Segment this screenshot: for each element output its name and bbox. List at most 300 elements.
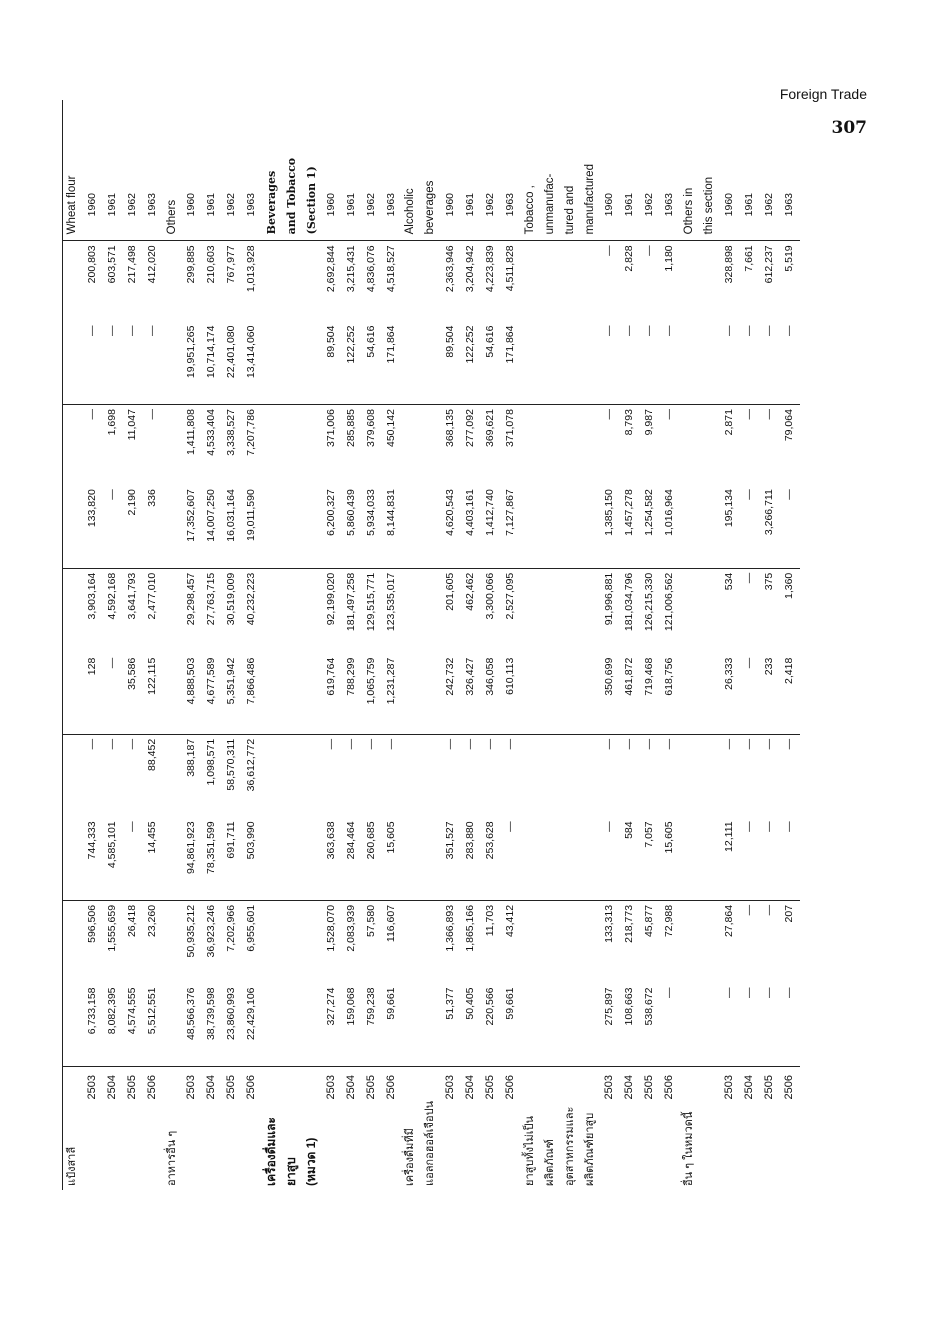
table-cell: 129,515,771 [364,572,377,632]
row-label-english: beverages [421,100,441,241]
row-label-thai: 2504 [464,1075,477,1100]
row-label-thai: เครื่องดื่มและ [264,1117,279,1186]
table-cell [401,485,421,568]
table-cell: 50,935,212 [185,904,198,958]
table-cell: 4,677,589 [202,654,222,735]
table-cell: 9,987 [643,409,656,436]
row-label-english: 1960 [182,100,202,241]
table-cell: 1,254,582 [640,485,660,568]
table-cell: 4,403,161 [461,485,481,568]
table-cell: 89,504 [322,322,342,405]
table-cell [262,485,282,568]
table-cell [262,322,282,405]
row-label-thai: 2505 [225,1075,238,1100]
table-cell [63,900,83,983]
table-cell [163,900,183,983]
table-cell: 22,401,080 [222,322,242,405]
table-cell: 26,333 [720,654,740,735]
table-cell: 4,574,555 [123,983,143,1066]
table-cell: — [762,409,775,420]
row-label-thai: 2506 [245,1075,258,1100]
table-cell: 1,180 [663,245,676,272]
row-label-english: 1961 [740,100,760,241]
table-cell [282,241,302,322]
row-label-english: and Tobacco [282,100,302,241]
table-cell [63,485,83,568]
table-cell: 461,872 [620,654,640,735]
row-label-thai: 2504 [742,1075,755,1100]
table-cell: 133,313 [603,904,616,943]
table-cell [680,900,700,983]
table-cell: 36,612,772 [245,738,258,792]
row-label-english: (Section 1) [302,100,322,241]
table-cell [541,568,561,653]
table-cell: — [600,817,620,900]
table-row [63,100,83,1190]
row-label-thai: (หมวด 1) [303,1137,318,1186]
table-cell [680,568,700,653]
table-cell [302,322,322,405]
table-cell: 201,605 [444,572,457,611]
table-cell [561,817,581,900]
table-cell: 4,511,828 [503,245,516,292]
table-cell: 618,756 [660,654,680,735]
table-cell: 3,903,164 [85,572,98,620]
table-cell [700,485,720,568]
row-label-english: 1960 [600,100,620,241]
table-cell [521,900,541,983]
table-cell: 3,266,711 [760,485,780,568]
table-cell [561,322,581,405]
table-cell: 19,011,590 [242,485,262,568]
table-cell: — [324,738,337,750]
table-cell: 603,571 [105,245,118,284]
table-cell: 299,885 [185,245,198,284]
table-cell [302,568,322,653]
table-cell [521,817,541,900]
table-row [680,100,700,1190]
table-cell [521,322,541,405]
table-cell: 327,274 [322,983,342,1066]
table-cell [302,654,322,735]
table-cell: 7,207,786 [245,409,258,456]
table-cell [163,817,183,900]
table-cell: 6,733,158 [83,983,103,1066]
table-cell: 15,605 [382,817,402,900]
table-cell [302,817,322,900]
table-cell: 207 [782,904,795,923]
table-cell: 133,820 [83,485,103,568]
row-label-english: 1962 [362,100,382,241]
table-row [441,100,461,1190]
table-cell: 1,013,928 [245,245,258,293]
row-label-thai: ผลิตภัณฑ์ [543,1139,556,1186]
table-cell: 5,519 [782,245,795,272]
row-label-thai: 2503 [85,1075,98,1100]
table-cell: 14,007,250 [202,485,222,568]
table-row [521,100,541,1190]
table-cell [282,654,302,735]
table-cell [561,654,581,735]
table-cell [401,817,421,900]
table-cell [401,900,421,983]
table-cell: 2,527,095 [503,572,516,620]
table-cell: 1,366,893 [444,904,457,952]
table-cell: — [740,322,760,405]
table-cell [262,654,282,735]
table-cell: 59,661 [382,983,402,1066]
table-cell [541,983,561,1066]
table-cell: 72,988 [663,904,676,938]
table-cell [700,322,720,405]
table-cell: 5,934,033 [362,485,382,568]
table-cell: 1,411,808 [185,409,198,455]
table-cell [282,900,302,983]
table-cell: 8,144,831 [382,485,402,568]
table-row [561,100,581,1190]
table-row [322,100,342,1190]
table-cell [700,568,720,653]
table-cell: 610,113 [501,654,521,735]
row-label-english: 1961 [461,100,481,241]
table-cell: — [780,817,800,900]
table-cell: 503,990 [242,817,262,900]
table-cell: 79,064 [782,409,795,442]
table-cell: 233 [760,654,780,735]
table-cell [282,734,302,817]
table-cell [262,900,282,983]
table-cell [680,405,700,486]
table-cell: 326,427 [461,654,481,735]
table-cell [401,734,421,817]
table-cell: 2,363,946 [444,245,457,293]
row-label-english: 1961 [202,100,222,241]
table-cell [581,322,601,405]
table-cell [282,983,302,1066]
table-cell [700,900,720,983]
table-cell [680,322,700,405]
row-label-english: unmanufac- [541,100,561,241]
table-cell [262,817,282,900]
table-row [262,100,282,1190]
row-label-english: 1962 [222,100,242,241]
table-cell [521,734,541,817]
table-cell: 10,714,174 [202,322,222,405]
table-cell: 4,888,503 [182,654,202,735]
table-cell [581,900,601,983]
row-label-thai: 2505 [125,1075,138,1100]
table-cell [561,983,581,1066]
table-cell: — [760,983,780,1066]
table-cell: 200,803 [85,245,98,284]
row-label-thai: เครื่องดื่มที่มี [404,1128,417,1186]
table-cell: 12,111 [720,817,740,900]
row-label-english: 1963 [382,100,402,241]
table-cell: 1,231,287 [382,654,402,735]
table-cell: — [640,322,660,405]
table-cell [700,654,720,735]
table-cell [541,405,561,486]
table-cell: 13,414,060 [242,322,262,405]
table-cell: — [105,738,118,750]
table-cell: 26,418 [125,904,138,938]
table-cell: — [484,738,497,750]
row-label-english: manufactured [581,100,601,241]
table-cell [421,485,441,568]
table-cell: 17,352,607 [182,485,202,568]
table-cell: 346,058 [481,654,501,735]
row-label-english: 1960 [441,100,461,241]
table-cell: 122,115 [143,654,163,735]
table-cell: 35,586 [123,654,143,735]
table-cell: 36,923,246 [205,904,218,958]
table-cell: 1,555,659 [105,904,118,952]
table-cell: 1,412,740 [481,485,501,568]
table-cell [421,654,441,735]
table-cell [561,568,581,653]
row-label-thai: 2503 [185,1075,198,1100]
table-cell: — [123,322,143,405]
table-cell [163,568,183,653]
table-cell: 5,351,942 [222,654,242,735]
table-cell: 7,202,966 [225,904,238,952]
table-cell [163,241,183,322]
table-cell: 220,566 [481,983,501,1066]
table-cell [282,405,302,486]
table-cell: 181,034,796 [623,572,636,632]
table-cell: 596,506 [85,904,98,943]
table-row [620,100,640,1190]
table-cell: 368,135 [444,409,457,448]
row-label-thai: 2505 [484,1075,497,1100]
table-cell [700,405,720,486]
row-label-english: Wheat flour [63,100,83,241]
row-label-thai: 2505 [762,1075,775,1100]
table-cell: — [742,738,755,750]
table-cell: — [660,322,680,405]
table-cell [163,654,183,735]
table-cell: 218,773 [623,904,636,943]
table-cell: 94,861,923 [182,817,202,900]
table-row [600,100,620,1190]
table-cell [63,322,83,405]
table-cell: 15,605 [660,817,680,900]
table-cell: — [762,738,775,750]
row-label-thai: ผลิตภัณฑ์ยาสูบ [583,1112,596,1186]
table-cell: — [85,409,98,420]
table-cell: — [643,245,656,256]
table-cell: 6,955,601 [245,904,258,952]
table-cell [282,568,302,653]
table-cell [421,900,441,983]
table-cell [541,322,561,405]
table-cell [401,654,421,735]
table-cell: 121,006,562 [663,572,676,632]
row-label-english: 1963 [780,100,800,241]
table-cell: 29,298,457 [185,572,198,626]
table-row [640,100,660,1190]
table-row [302,100,322,1190]
table-cell [421,568,441,653]
table-cell [63,734,83,817]
table-row [103,100,123,1190]
table-cell [163,983,183,1066]
row-label-thai: 2506 [663,1075,676,1100]
table-cell [401,405,421,486]
row-label-thai: 2506 [145,1075,158,1100]
table-cell: 4,518,527 [384,245,397,293]
table-cell [63,654,83,735]
table-cell [700,241,720,322]
table-cell [581,654,601,735]
row-label-thai: อื่น ๆ ในหมวดนี้ [683,1111,696,1186]
table-cell: 4,533,404 [205,409,218,456]
table-cell [581,817,601,900]
table-cell: 57,580 [364,904,377,938]
table-cell: — [663,738,676,750]
table-cell [561,900,581,983]
table-cell [521,654,541,735]
table-cell [63,241,83,322]
table-cell: 3,338,527 [225,409,238,456]
table-cell: 54,616 [481,322,501,405]
row-label-thai: 2503 [324,1075,337,1100]
table-cell [521,568,541,653]
table-cell: 5,512,551 [143,983,163,1066]
table-cell [163,734,183,817]
table-cell [163,405,183,486]
table-row [720,100,740,1190]
table-cell: 759,238 [362,983,382,1066]
table-cell: 45,877 [643,904,656,938]
table-cell: — [143,322,163,405]
table-cell: 40,232,223 [245,572,258,626]
table-cell: 350,699 [600,654,620,735]
table-cell: 412,020 [145,245,158,284]
table-cell [63,405,83,486]
table-cell: — [722,738,735,750]
table-cell [302,983,322,1066]
row-label-english: 1963 [501,100,521,241]
table-cell: 8,082,395 [103,983,123,1066]
row-label-english: Others in [680,100,700,241]
table-cell [302,405,322,486]
table-cell [561,405,581,486]
table-cell: 88,452 [145,738,158,771]
row-label-english: 1962 [123,100,143,241]
row-label-english: 1962 [760,100,780,241]
table-cell: — [603,245,616,256]
row-label-english: 1963 [660,100,680,241]
table-cell: 123,535,017 [384,572,397,632]
table-cell: 242,732 [441,654,461,735]
table-cell: — [762,904,775,916]
table-row [362,100,382,1190]
table-cell: 1,098,571 [205,738,218,786]
row-label-english: 1960 [322,100,342,241]
table-cell: — [501,817,521,900]
table-cell: 5,860,439 [342,485,362,568]
table-cell: 92,199,020 [324,572,337,626]
table-cell: 375 [762,572,775,591]
table-cell: 27,763,715 [205,572,218,626]
running-title: Foreign Trade [779,86,867,102]
table-cell: 767,977 [225,245,238,284]
table-cell [302,734,322,817]
table-cell: — [740,485,760,568]
table-cell: 462,462 [464,572,477,611]
table-cell [700,817,720,900]
row-label-thai [700,1067,720,1190]
table-cell: 51,377 [441,983,461,1066]
table-cell [63,817,83,900]
row-label-thai: 2506 [384,1075,397,1100]
table-cell: 16,031,164 [222,485,242,568]
table-cell: 388,187 [185,738,198,777]
table-cell [262,983,282,1066]
table-cell: 217,498 [125,245,138,284]
table-cell [561,241,581,322]
table-cell: — [123,817,143,900]
table-cell: — [125,738,138,750]
table-cell: 54,616 [362,322,382,405]
table-cell: 284,464 [342,817,362,900]
table-cell: 30,519,009 [225,572,238,626]
table-cell: — [780,485,800,568]
table-row [163,100,183,1190]
table-cell: 336 [143,485,163,568]
table-cell: 277,092 [464,409,477,448]
table-cell: 7,661 [742,245,755,272]
table-cell [561,485,581,568]
table-cell: 538,672 [640,983,660,1066]
table-cell: 328,898 [722,245,735,284]
table-row [143,100,163,1190]
table-cell [63,983,83,1066]
table-cell: 2,190 [123,485,143,568]
table-cell: — [780,983,800,1066]
table-cell: — [464,738,477,750]
table-row [202,100,222,1190]
table-cell: 1,865,166 [464,904,477,952]
table-cell [541,734,561,817]
table-cell: 2,083,939 [344,904,357,952]
table-cell: 4,585,101 [103,817,123,900]
table-cell: — [603,409,616,420]
table-cell: — [742,904,755,916]
table-cell [700,734,720,817]
table-cell [581,568,601,653]
table-cell: 48,566,376 [182,983,202,1066]
table-row [780,100,800,1190]
table-cell: — [740,983,760,1066]
table-cell: 371,078 [503,409,516,448]
table-cell [541,485,561,568]
table-cell [680,654,700,735]
table-cell: 126,215,330 [643,572,656,632]
table-cell: 351,527 [441,817,461,900]
table-cell [581,241,601,322]
row-label-thai: 2506 [503,1075,516,1100]
table-cell: — [760,817,780,900]
row-label-english: 1960 [83,100,103,241]
table-cell: 584 [620,817,640,900]
table-cell [581,405,601,486]
table-cell: 7,866,486 [242,654,262,735]
table-cell [680,485,700,568]
row-label-english: tured and [561,100,581,241]
row-label-thai: ยาสูบ [283,1157,298,1186]
